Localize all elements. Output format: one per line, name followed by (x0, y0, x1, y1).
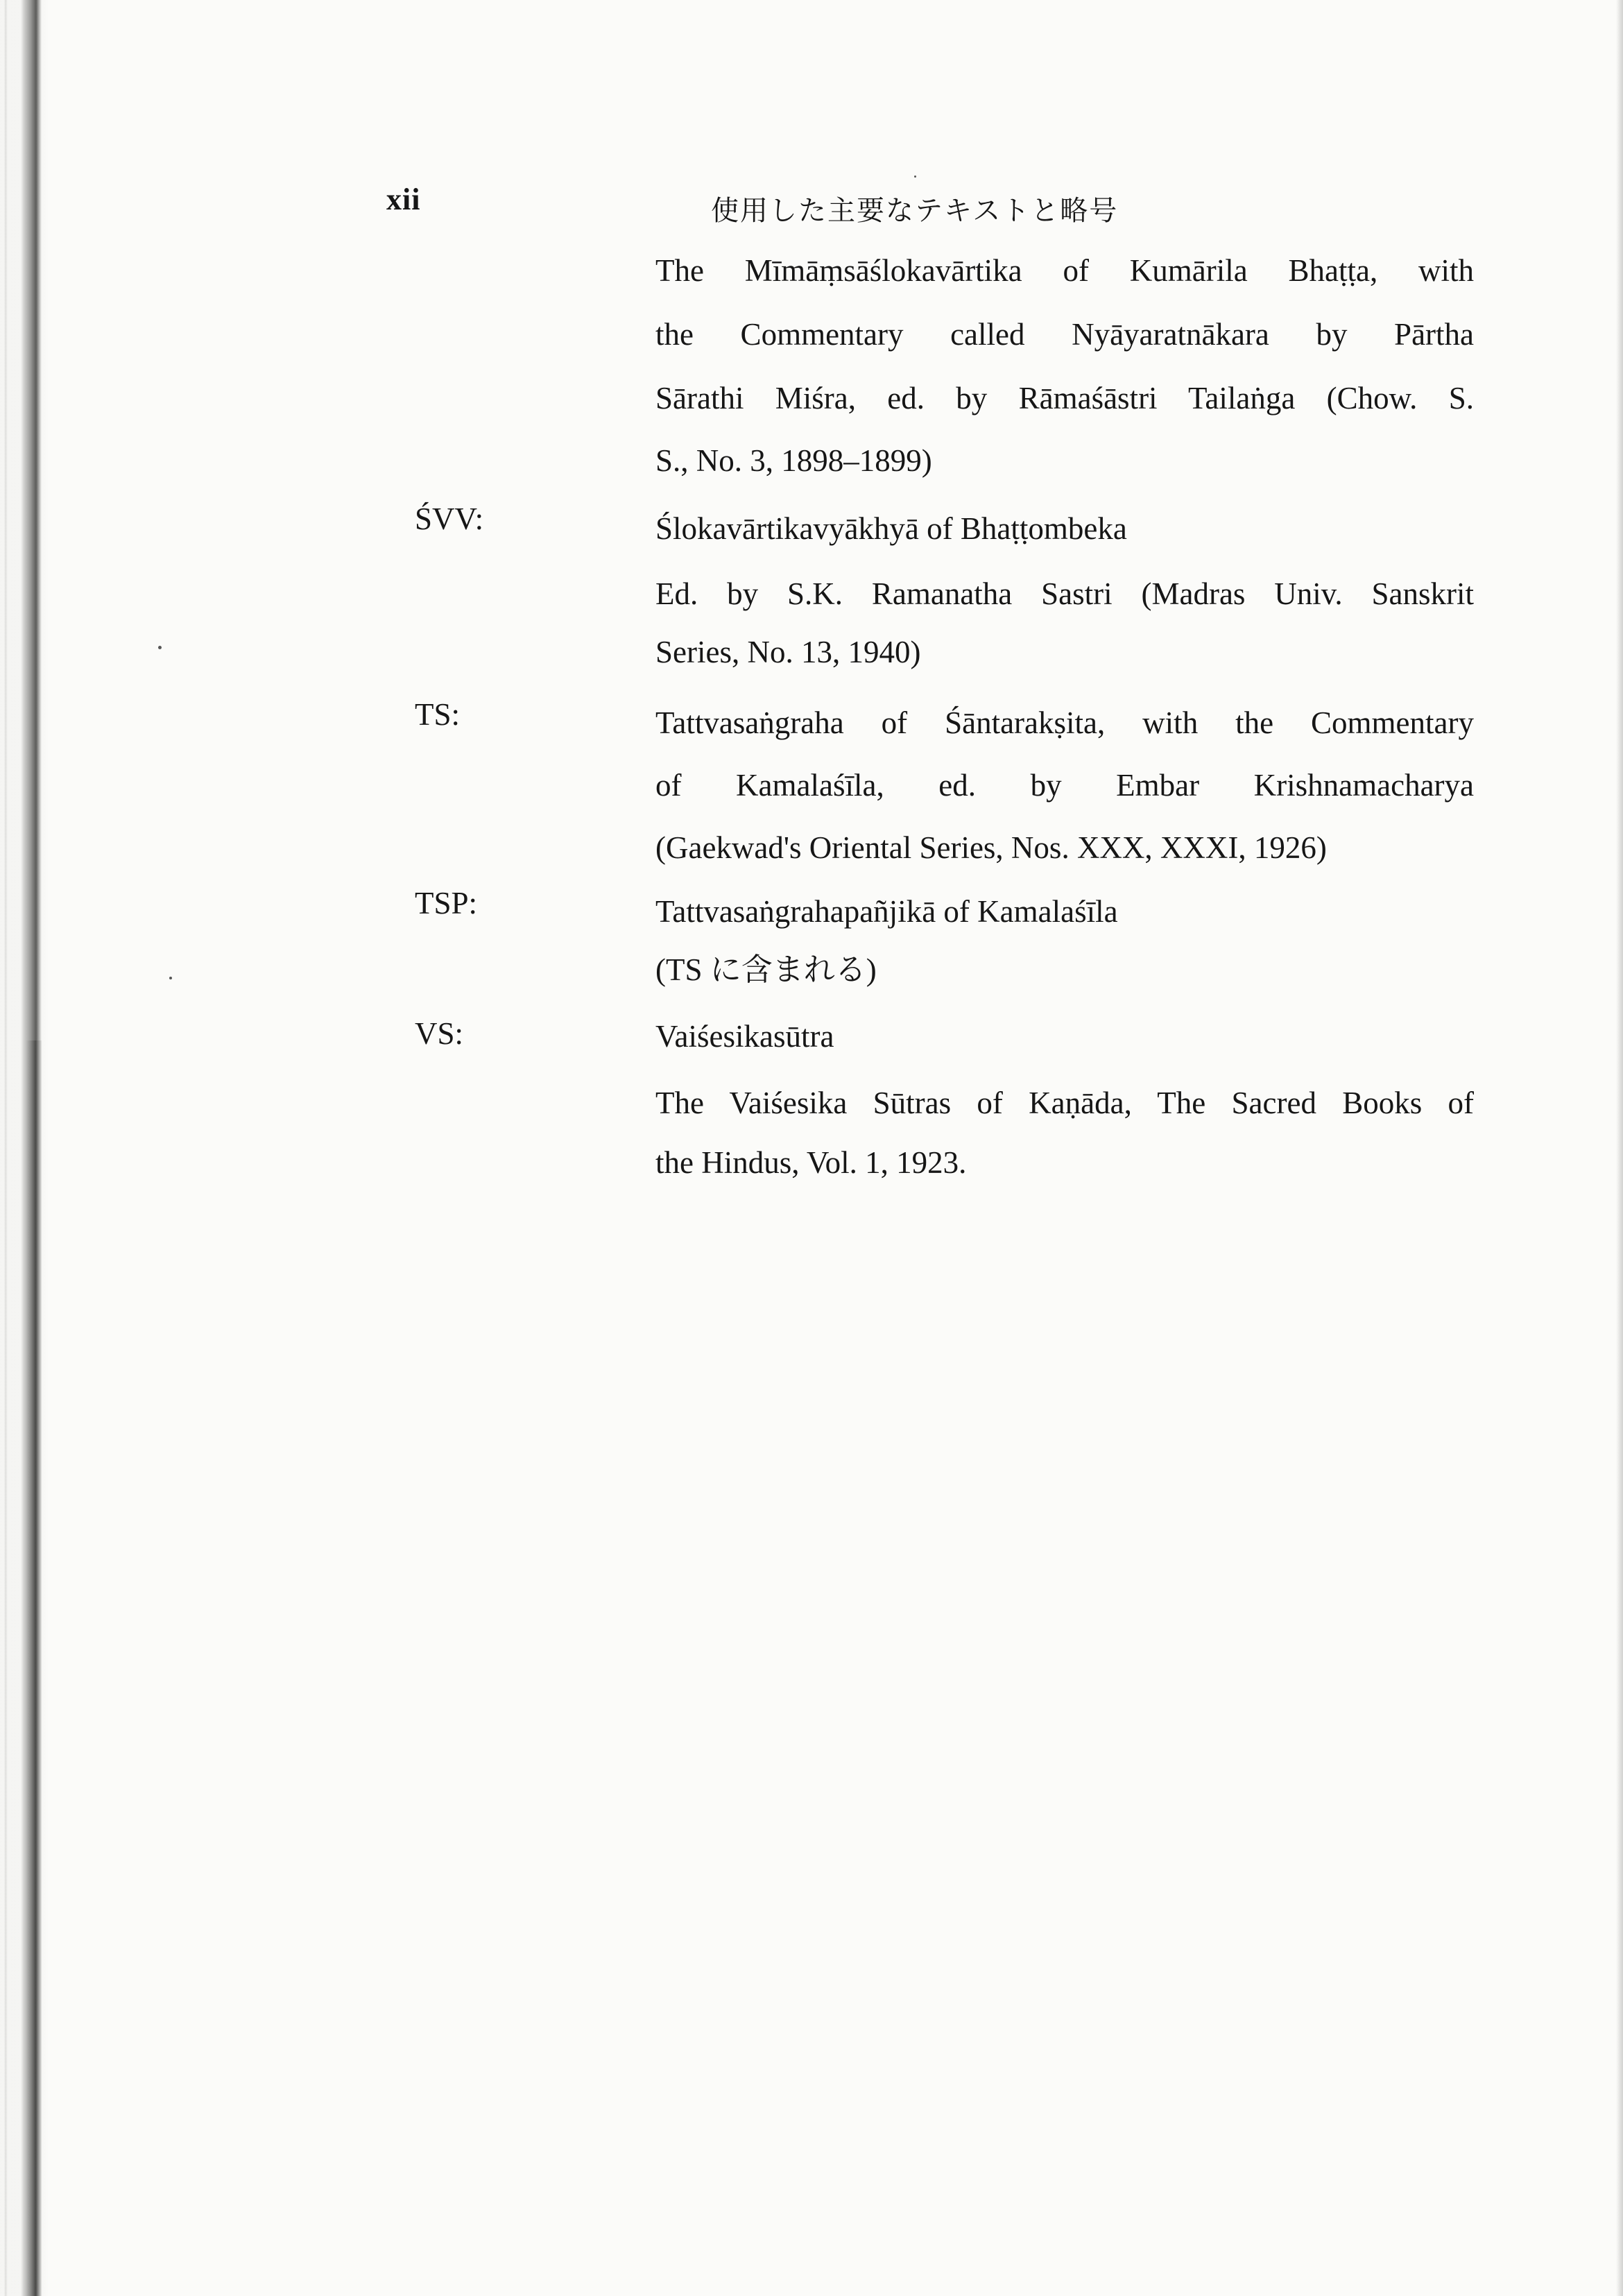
abbreviation-label: TS: (415, 697, 461, 732)
entry-line: S., No. 3, 1898–1899) (655, 443, 932, 478)
page-number: xii (386, 182, 421, 216)
entry-line: Sārathi Miśra, ed. by Rāmaśāstri Tailaṅga (Chow. S. (655, 381, 1474, 415)
entry-line: The Vaiśesika Sūtras of Kaṇāda, The Sacred Books of (655, 1086, 1474, 1120)
entry-line: the Hindus, Vol. 1, 1923. (655, 1145, 967, 1180)
scan-speck (914, 175, 916, 178)
entry-line: Series, No. 13, 1940) (655, 635, 921, 669)
entry-line: Vaiśesikasūtra (655, 1019, 834, 1054)
abbreviation-label: VS: (415, 1016, 464, 1051)
abbreviation-label: ŚVV: (415, 502, 484, 536)
scan-speck (158, 646, 162, 649)
entry-line: Ed. by S.K. Ramanatha Sastri (Madras Univ. Sanskrit (655, 576, 1474, 611)
entry-line: of Kamalaśīla, ed. by Embar Krishnamacharya (655, 768, 1474, 803)
entry-line: Ślokavārtikavyākhyā of Bhaṭṭombeka (655, 511, 1127, 546)
entry-line: Tattvasaṅgrahapañjikā of Kamalaśīla (655, 894, 1118, 929)
abbreviation-label: TSP: (415, 886, 478, 920)
entry-line: Tattvasaṅgraha of Śāntarakṣita, with the Commentary (655, 705, 1474, 740)
entry-line: (Gaekwad's Oriental Series, Nos. XXX, XXXI, 1926) (655, 830, 1327, 865)
binding-shadow (26, 1040, 42, 2296)
page-right-edge (1616, 0, 1623, 2296)
running-title: 使用した主要なテキストと略号 (711, 195, 1119, 227)
entry-line: The Mīmāṃsāślokavārtika of Kumārila Bhaṭṭa, with (655, 253, 1474, 288)
scan-speck (169, 977, 172, 979)
entry-line: the Commentary called Nyāyaratnākara by Pārtha (655, 317, 1474, 352)
entry-line: (TS に含まれる) (655, 952, 877, 987)
